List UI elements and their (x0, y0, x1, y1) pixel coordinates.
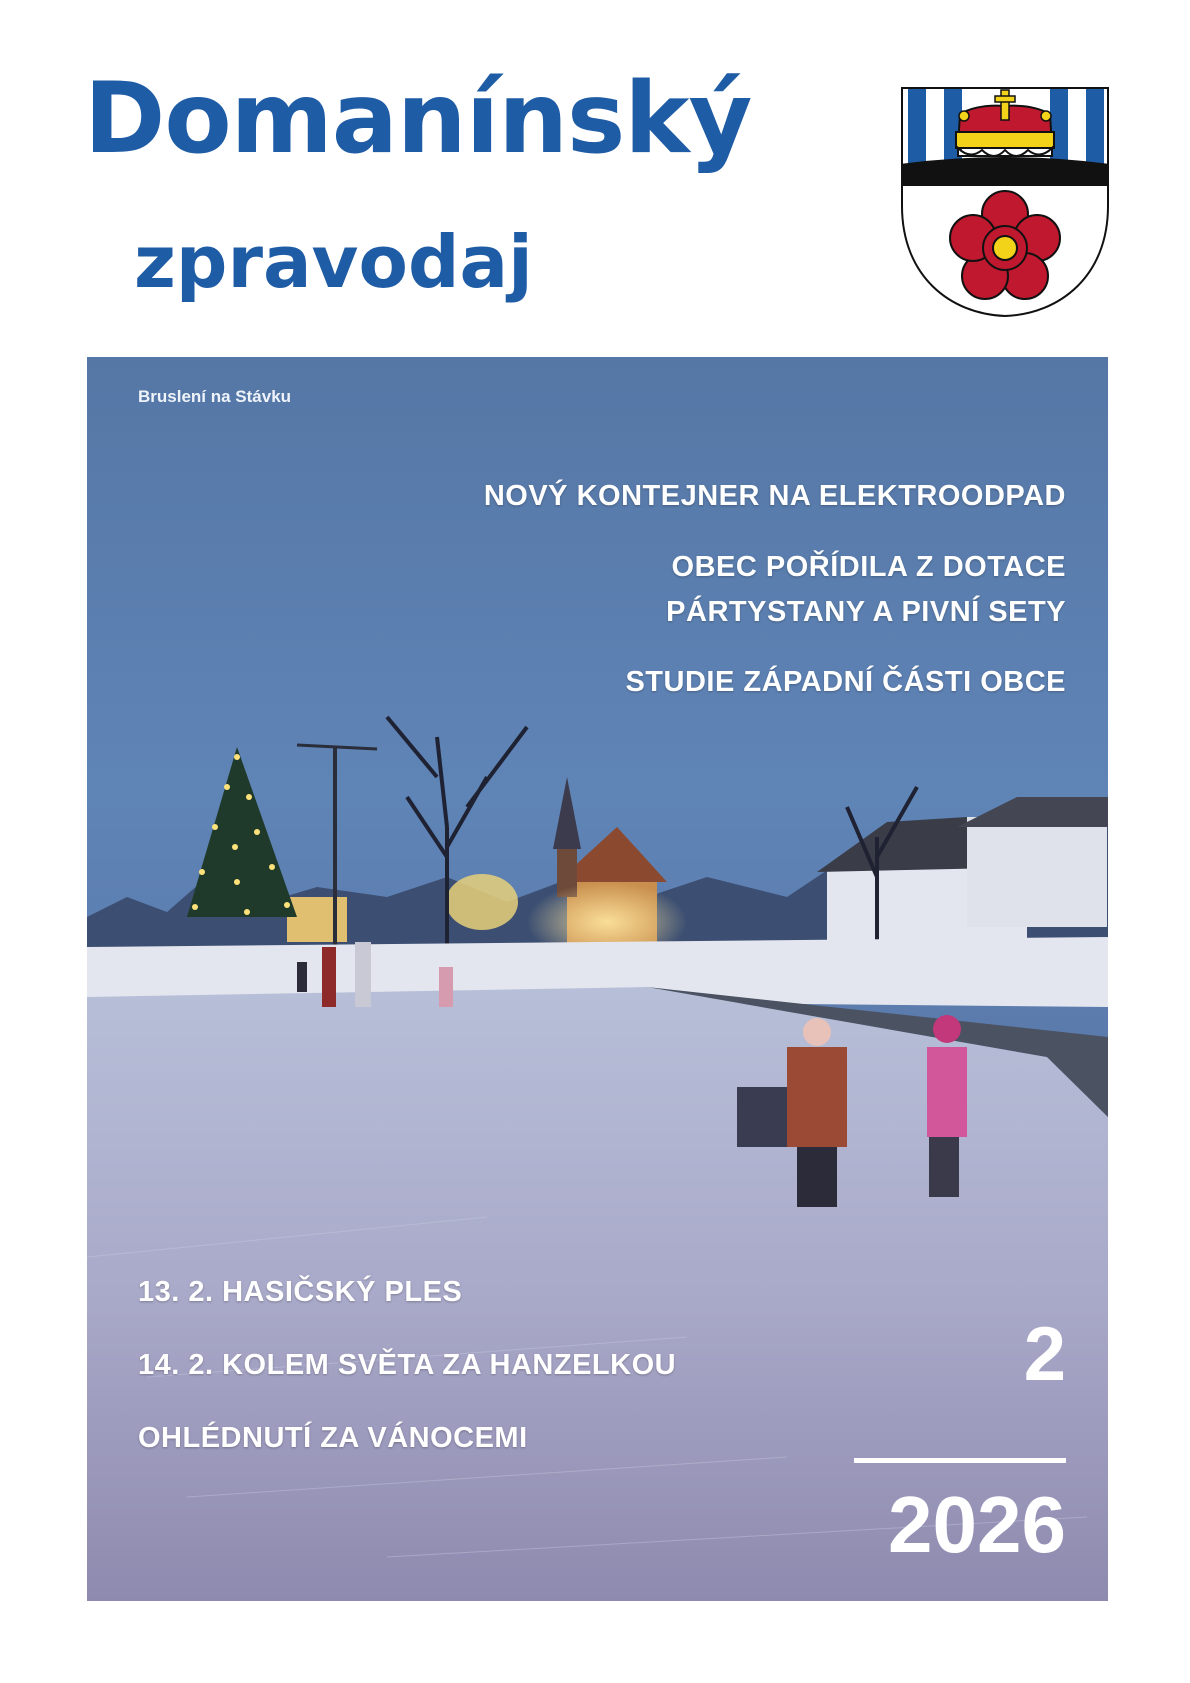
headline (484, 545, 1066, 635)
headlines-top (484, 475, 1066, 730)
event-headline: 13. 2. HASIČSKÝ PLES (138, 1276, 463, 1308)
coat-of-arms-icon (900, 86, 1110, 318)
headline-line: PÁRTYSTANY A PIVNÍ SETY (666, 595, 1066, 628)
event-headline: OHLÉDNUTÍ ZA VÁNOCEMI (138, 1422, 528, 1454)
masthead-title: Domanínský (84, 62, 752, 176)
issue-year: 2026 (888, 1480, 1066, 1569)
event-headline: 14. 2. KOLEM SVĚTA ZA HANZELKOU (138, 1349, 677, 1381)
issue-divider (854, 1458, 1066, 1463)
issue-number: 2 (1023, 1312, 1066, 1397)
headlines-bottom (138, 1271, 676, 1490)
cover-photo (87, 357, 1108, 1601)
photo-caption: Bruslení na Stávku (138, 387, 292, 406)
masthead-subtitle: zpravodaj (134, 220, 533, 304)
headline: STUDIE ZÁPADNÍ ČÁSTI OBCE (625, 665, 1066, 698)
headline: NOVÝ KONTEJNER NA ELEKTROODPAD (483, 480, 1066, 512)
headline-line: OBEC POŘÍDILA Z DOTACE (671, 550, 1066, 583)
